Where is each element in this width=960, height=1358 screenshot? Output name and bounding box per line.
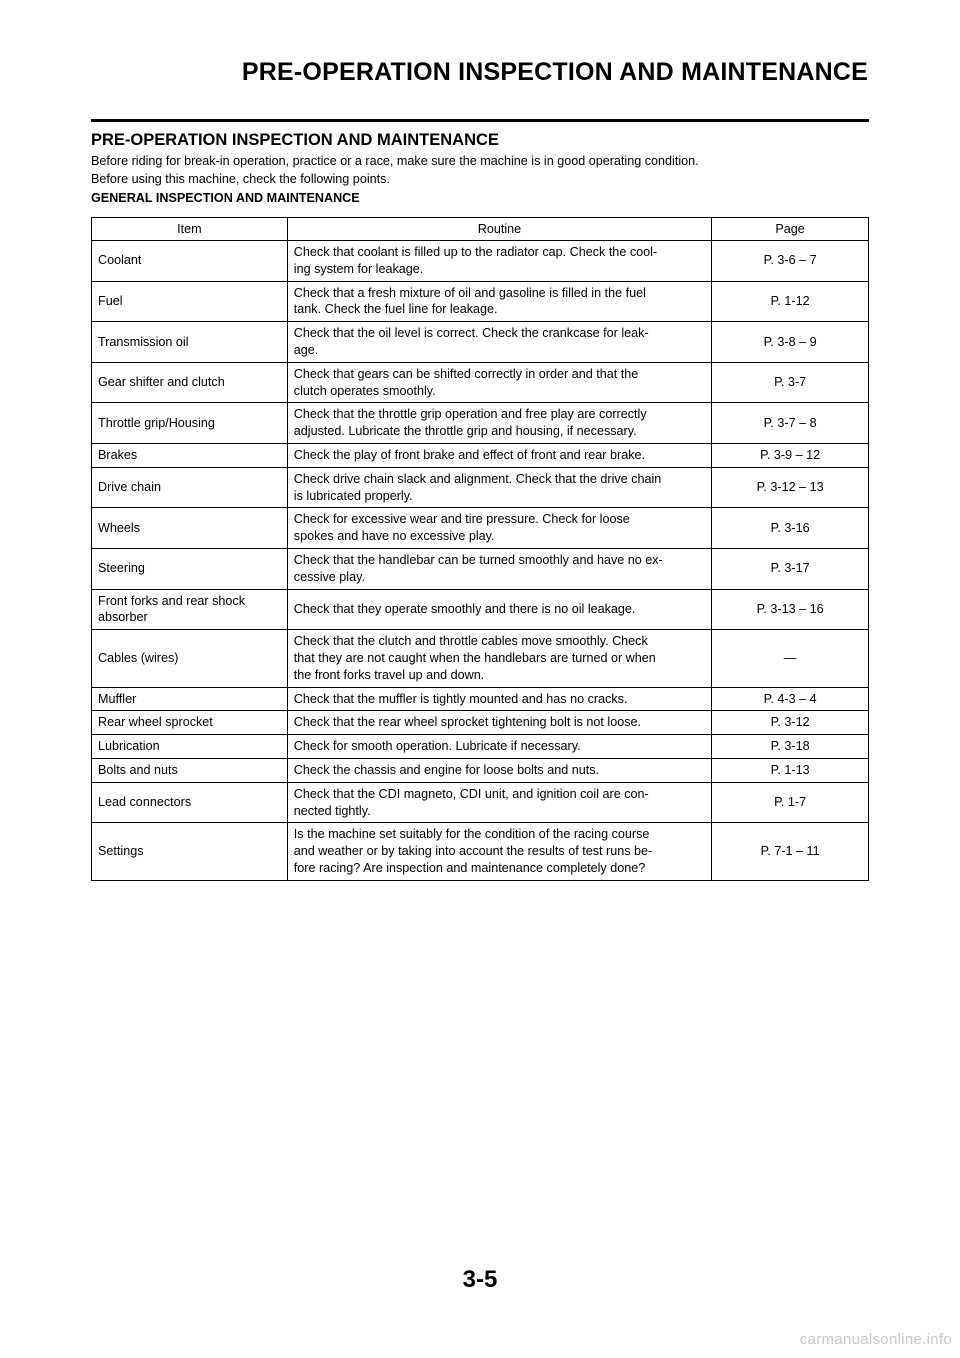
table-row	[92, 508, 869, 549]
table-row	[92, 630, 869, 687]
table-row	[92, 281, 869, 322]
routine-cell: Check that they operate smoothly and there is no oil leakage.	[287, 589, 711, 630]
header-rule	[91, 119, 869, 122]
page-cell: P. 3-17	[712, 548, 869, 589]
table-body	[92, 241, 869, 881]
item-cell: Lead connectors	[92, 782, 288, 823]
routine-cell: Check drive chain slack and alignment. Check that the drive chain is lubricated properly.	[287, 467, 711, 508]
page-cell: P. 1-12	[712, 281, 869, 322]
routine-cell: Check that gears can be shifted correctly in order and that the clutch operates smoothly.	[287, 362, 711, 403]
routine-cell: Check that the clutch and throttle cables move smoothly. Check that they are not caught when the handlebars are turned or when the front forks travel up and down.	[287, 630, 711, 687]
table-row	[92, 403, 869, 444]
table-header-row	[92, 218, 869, 241]
item-cell: Transmission oil	[92, 322, 288, 363]
page-cell: —	[712, 630, 869, 687]
table-row	[92, 782, 869, 823]
table-row	[92, 322, 869, 363]
column-header-page: Page	[712, 218, 869, 241]
routine-cell: Check for smooth operation. Lubricate if necessary.	[287, 735, 711, 759]
page-number: 3-5	[462, 1266, 498, 1293]
item-cell: Fuel	[92, 281, 288, 322]
page-cell: P. 3-7 – 8	[712, 403, 869, 444]
table-row	[92, 735, 869, 759]
routine-cell: Check the play of front brake and effect of front and rear brake.	[287, 443, 711, 467]
routine-cell: Check that the handlebar can be turned smoothly and have no ex- cessive play.	[287, 548, 711, 589]
table-row	[92, 589, 869, 630]
routine-cell: Is the machine set suitably for the condition of the racing course and weather or by taking into account the results of test runs be- fore racing? Are inspection and maintenance completely done?	[287, 823, 711, 880]
table-row	[92, 758, 869, 782]
page-cell: P. 3-12 – 13	[712, 467, 869, 508]
page-header-title: PRE-OPERATION INSPECTION AND MAINTENANCE	[241, 58, 868, 86]
table-row	[92, 362, 869, 403]
item-cell: Throttle grip/Housing	[92, 403, 288, 444]
page-cell: P. 4-3 – 4	[712, 687, 869, 711]
table-row	[92, 443, 869, 467]
watermark-text: carmanualsonline.info	[799, 1331, 952, 1348]
item-cell: Coolant	[92, 241, 288, 282]
routine-cell: Check that the rear wheel sprocket tightening bolt is not loose.	[287, 711, 711, 735]
routine-cell: Check that the CDI magneto, CDI unit, and ignition coil are con- nected tightly.	[287, 782, 711, 823]
table-row	[92, 823, 869, 880]
table-row	[92, 241, 869, 282]
page-cell: P. 3-7	[712, 362, 869, 403]
item-cell: Bolts and nuts	[92, 758, 288, 782]
section-title: PRE-OPERATION INSPECTION AND MAINTENANCE	[91, 131, 499, 149]
page-cell: P. 3-8 – 9	[712, 322, 869, 363]
item-cell: Cables (wires)	[92, 630, 288, 687]
routine-cell: Check that the muffler is tightly mounted and has no cracks.	[287, 687, 711, 711]
intro-line-1: Before riding for break-in operation, practice or a race, make sure the machine is in good operating condition.	[91, 154, 699, 168]
item-cell: Lubrication	[92, 735, 288, 759]
item-cell: Gear shifter and clutch	[92, 362, 288, 403]
item-cell: Drive chain	[92, 467, 288, 508]
table-row	[92, 467, 869, 508]
item-cell: Muffler	[92, 687, 288, 711]
item-cell: Steering	[92, 548, 288, 589]
routine-cell: Check that the oil level is correct. Check the crankcase for leak- age.	[287, 322, 711, 363]
column-header-routine: Routine	[287, 218, 711, 241]
page-cell: P. 3-12	[712, 711, 869, 735]
item-cell: Settings	[92, 823, 288, 880]
page-cell: P. 3-13 – 16	[712, 589, 869, 630]
table-row	[92, 687, 869, 711]
routine-cell: Check the chassis and engine for loose bolts and nuts.	[287, 758, 711, 782]
item-cell: Wheels	[92, 508, 288, 549]
inspection-table	[91, 217, 869, 881]
routine-cell: Check that the throttle grip operation and free play are correctly adjusted. Lubricate the throttle grip and housing, if necessary.	[287, 403, 711, 444]
page-cell: P. 3-18	[712, 735, 869, 759]
routine-cell: Check that a fresh mixture of oil and gasoline is filled in the fuel tank. Check the fuel line for leakage.	[287, 281, 711, 322]
page-cell: P. 7-1 – 11	[712, 823, 869, 880]
item-cell: Front forks and rear shock absorber	[92, 589, 288, 630]
routine-cell: Check for excessive wear and tire pressure. Check for loose spokes and have no excessive play.	[287, 508, 711, 549]
page-cell: P. 3-16	[712, 508, 869, 549]
item-cell: Brakes	[92, 443, 288, 467]
column-header-item: Item	[92, 218, 288, 241]
page-cell: P. 3-9 – 12	[712, 443, 869, 467]
table-title: GENERAL INSPECTION AND MAINTENANCE	[91, 191, 360, 205]
table-row	[92, 711, 869, 735]
page-cell: P. 1-13	[712, 758, 869, 782]
page-cell: P. 3-6 – 7	[712, 241, 869, 282]
intro-text	[91, 152, 871, 188]
item-cell: Rear wheel sprocket	[92, 711, 288, 735]
page-cell: P. 1-7	[712, 782, 869, 823]
table-row	[92, 548, 869, 589]
routine-cell: Check that coolant is filled up to the radiator cap. Check the cool- ing system for leakage.	[287, 241, 711, 282]
intro-line-2: Before using this machine, check the following points.	[91, 172, 390, 186]
